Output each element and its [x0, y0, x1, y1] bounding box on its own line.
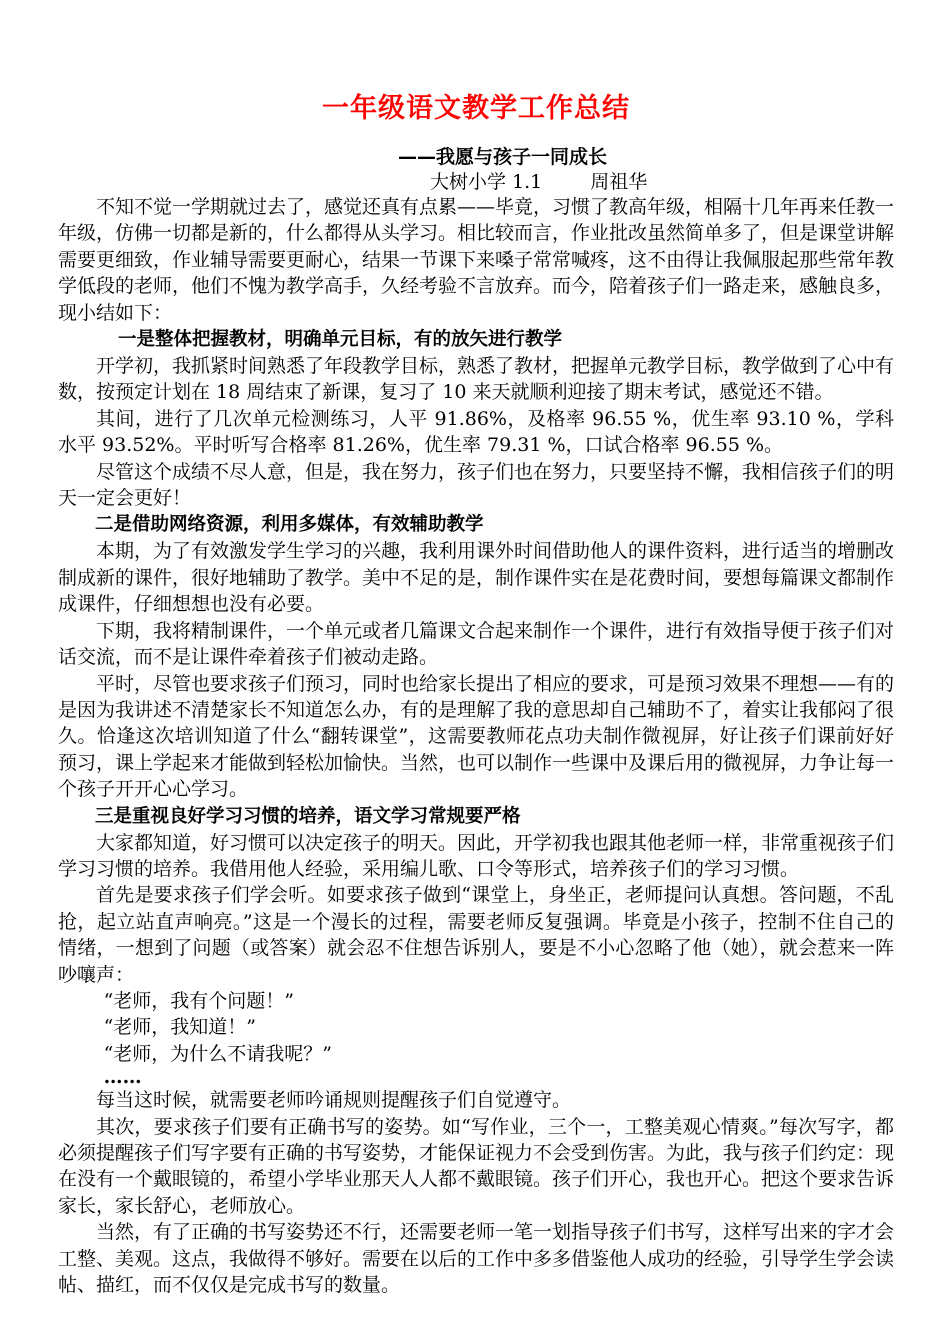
quote-line-1: “老师，我有个问题！” — [103, 989, 295, 1012]
document-page — [58, 92, 894, 1298]
document-subtitle: ——我愿与孩子一同成长 — [398, 146, 608, 168]
document-title: 一年级语文教学工作总结 — [322, 93, 630, 124]
section-1-paragraph-2: 其间，进行了几次单元检测练习，人平 91.86%，及格率 96.55 %，优生率 93.10 %，学科水平 93.52%。平时听写合格率 81.26%，优生率 79.31 %，口试合格率 96.55 %。 — [58, 407, 894, 457]
section-1-paragraph-3: 尽管这个成绩不尽人意，但是，我在努力，孩子们也在努力，只要坚持不懈，我相信孩子们的明天一定会更好！ — [58, 460, 895, 510]
section-3-paragraph-1: 大家都知道，好习惯可以决定孩子的明天。因此，开学初我也跟其他老师一样，非常重视孩子们学习习惯的培养。我借用他人经验，采用编儿歌、口令等形式，培养孩子们的学习习惯。 — [58, 831, 895, 880]
intro-paragraph: 不知不觉一学期就过去了，感觉还真有点累——毕竟，习惯了教高年级，相隔十几年再来任教一年级，仿佛一切都是新的，什么都得从头学习。相比较而言，作业批改虽然简单多了，但是课堂讲解需要更细致，作业辅导需要更耐心，结果一节课下来嗓子常常喊疼，这不由得让我佩服起那些常年教学低段的老师，他们不愧为教学高手，久经考验不言放弃。而今，陪着孩子们一路走来，感触良多，现小结如下： — [58, 196, 895, 324]
ellipsis-line: …… — [103, 1066, 142, 1089]
section-2-paragraph-1: 本期，为了有效激发学生学习的兴趣，我利用课外时间借助他人的课件资料，进行适当的增删改制成新的课件，很好地辅助了教学。美中不足的是，制作课件实在是花费时间，要想每篇课文都制作成课件，仔细想想也没有必要。 — [58, 540, 895, 616]
section-2-paragraph-2: 下期，我将精制课件，一个单元或者几篇课文合起来制作一个课件，进行有效指导便于孩子们对话交流，而不是让课件牵着孩子们被动走路。 — [58, 619, 895, 669]
section-1-heading: 一是整体把握教材，明确单元目标，有的放矢进行教学 — [118, 329, 563, 351]
section-3-paragraph-4: 其次，要求孩子们要有正确书写的姿势。如“写作业，三个一，工整美观心情爽。”每次写字，都必须提醒孩子们写字要有正确的书写姿势，才能保证视力不会受到伤害。为此，我与孩子们约定：现在没有一个戴眼镜的，希望小学毕业那天人人都不戴眼镜。孩子们开心，我也开心。把这个要求告诉家长，家长舒心，老师放心。 — [58, 1115, 895, 1217]
author-line — [58, 170, 894, 194]
school-name: 大树小学 1.1 — [430, 171, 543, 193]
section-1-paragraph-1: 开学初，我抓紧时间熟悉了年段教学目标，熟悉了教材，把握单元教学目标，教学做到了心中有数，按预定计划在 18 周结束了新课，复习了 10 来天就顺利迎接了期末考试，感觉还不错。 — [58, 355, 895, 404]
author-name: 周祖华 — [590, 171, 648, 193]
section-3-paragraph-3: 每当这时候，就需要老师吟诵规则提醒孩子们自觉遵守。 — [96, 1089, 572, 1112]
quote-line-3: “老师，为什么不请我呢？” — [103, 1042, 333, 1065]
section-3-paragraph-5: 当然，有了正确的书写姿势还不行，还需要老师一笔一划指导孩子们书写，这样写出来的字才会工整、美观。这点，我做得不够好。需要在以后的工作中多多借鉴他人成功的经验，引导学生学会读帖、描红，而不仅仅是完成书写的数量。 — [58, 1221, 895, 1297]
section-3-heading: 三是重视良好学习习惯的培养，语文学习常规要严格 — [95, 805, 521, 827]
section-3-paragraph-2: 首先是要求孩子们学会听。如要求孩子做到“课堂上，身坐正，老师提问认真想。答问题，不乱抢，起立站直声响亮。”这是一个漫长的过程，需要老师反复强调。毕竟是小孩子，控制不住自己的情绪，一想到了问题（或答案）就会忍不住想告诉别人，要是不小心忽略了他（她），就会惹来一阵吵嚷声： — [58, 884, 894, 986]
section-2-heading: 二是借助网络资源，利用多媒体，有效辅助教学 — [95, 514, 484, 536]
section-2-paragraph-3: 平时，尽管也要求孩子们预习，同时也给家长提出了相应的要求，可是预习效果不理想——有的是因为我讲述不清楚家长不知道怎么办，有的是理解了我的意思却自己辅助不了，着实让我郁闷了很久。恰逢这次培训知道了什么“翻转课堂”，这需要教师花点功夫制作微视屏，好让孩子们课前好好预习，课上学起来才能做到轻松加愉快。当然，也可以制作一些课中及课后用的微视屏，力争让每一个孩子开开心心学习。 — [58, 672, 895, 801]
quote-line-2: “老师，我知道！” — [103, 1016, 257, 1039]
